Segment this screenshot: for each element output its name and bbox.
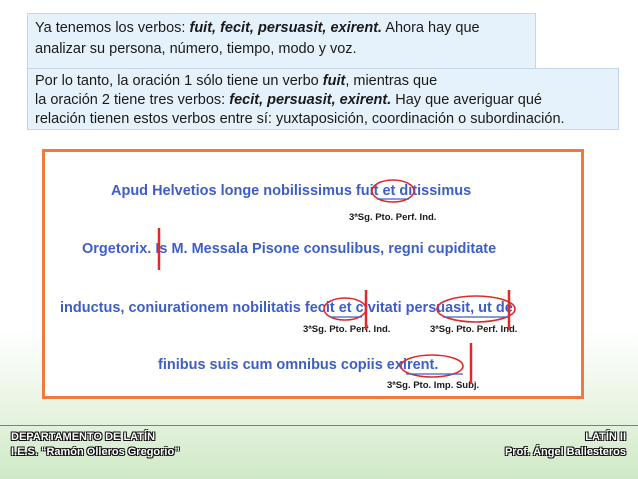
explanation-verbs2: fecit, persuasit, exirent. (229, 92, 392, 108)
footer-department: DEPARTAMENTO DE LATÍN (11, 431, 156, 443)
intro-text-before: Ya tenemos los verbos: (35, 20, 190, 36)
intro-text-after: Ahora hay que (382, 20, 480, 36)
explanation-part4: Hay que averiguar qué (391, 92, 542, 108)
intro-line2: analizar su persona, número, tiempo, modo y voz. (35, 41, 357, 57)
explanation-verb1: fuit (322, 73, 346, 89)
footer-right (505, 430, 626, 460)
explanation-part2: , mientras que (345, 73, 438, 89)
latin-line-4: finibus suis cum omnibus copiis exirent. (158, 357, 439, 373)
analysis-exirent: 3ªSg. Pto. Imp. Subj. (387, 380, 480, 391)
analysis-fecit: 3ªSg. Pto. Perf. Ind. (303, 324, 391, 335)
explanation-part3: la oración 2 tiene tres verbos: (35, 92, 230, 108)
intro-verbs: fuit, fecit, persuasit, exirent. (189, 20, 383, 36)
explanation-part1: Por lo tanto, la oración 1 sólo tiene un verbo (35, 73, 323, 89)
analysis-fuit: 3ªSg. Pto. Perf. Ind. (349, 212, 437, 223)
analysis-persuasit: 3ªSg. Pto. Perf. Ind. (430, 324, 518, 335)
circle-persuasit (437, 296, 515, 322)
footer-left (11, 430, 180, 460)
footer (0, 425, 638, 466)
footer-teacher: Prof. Ángel Ballesteros (504, 446, 626, 458)
latin-line-1: Apud Helvetios longe nobilissimus fuit et ditissimus (111, 183, 472, 199)
latin-line-3: inductus, coniurationem nobilitatis fecit et civitati persuasit, ut de (60, 300, 513, 316)
explanation-part5: relación tienen estos verbos entre sí: yuxtaposición, coordinación o subordinación. (35, 111, 565, 127)
footer-course: LATÍN II (585, 431, 626, 443)
footer-school: I.E.S. “Ramón Olleros Gregorio” (11, 446, 180, 458)
latin-line-2: Orgetorix. Is M. Messala Pisone consulibus, regni cupiditate (82, 241, 497, 257)
